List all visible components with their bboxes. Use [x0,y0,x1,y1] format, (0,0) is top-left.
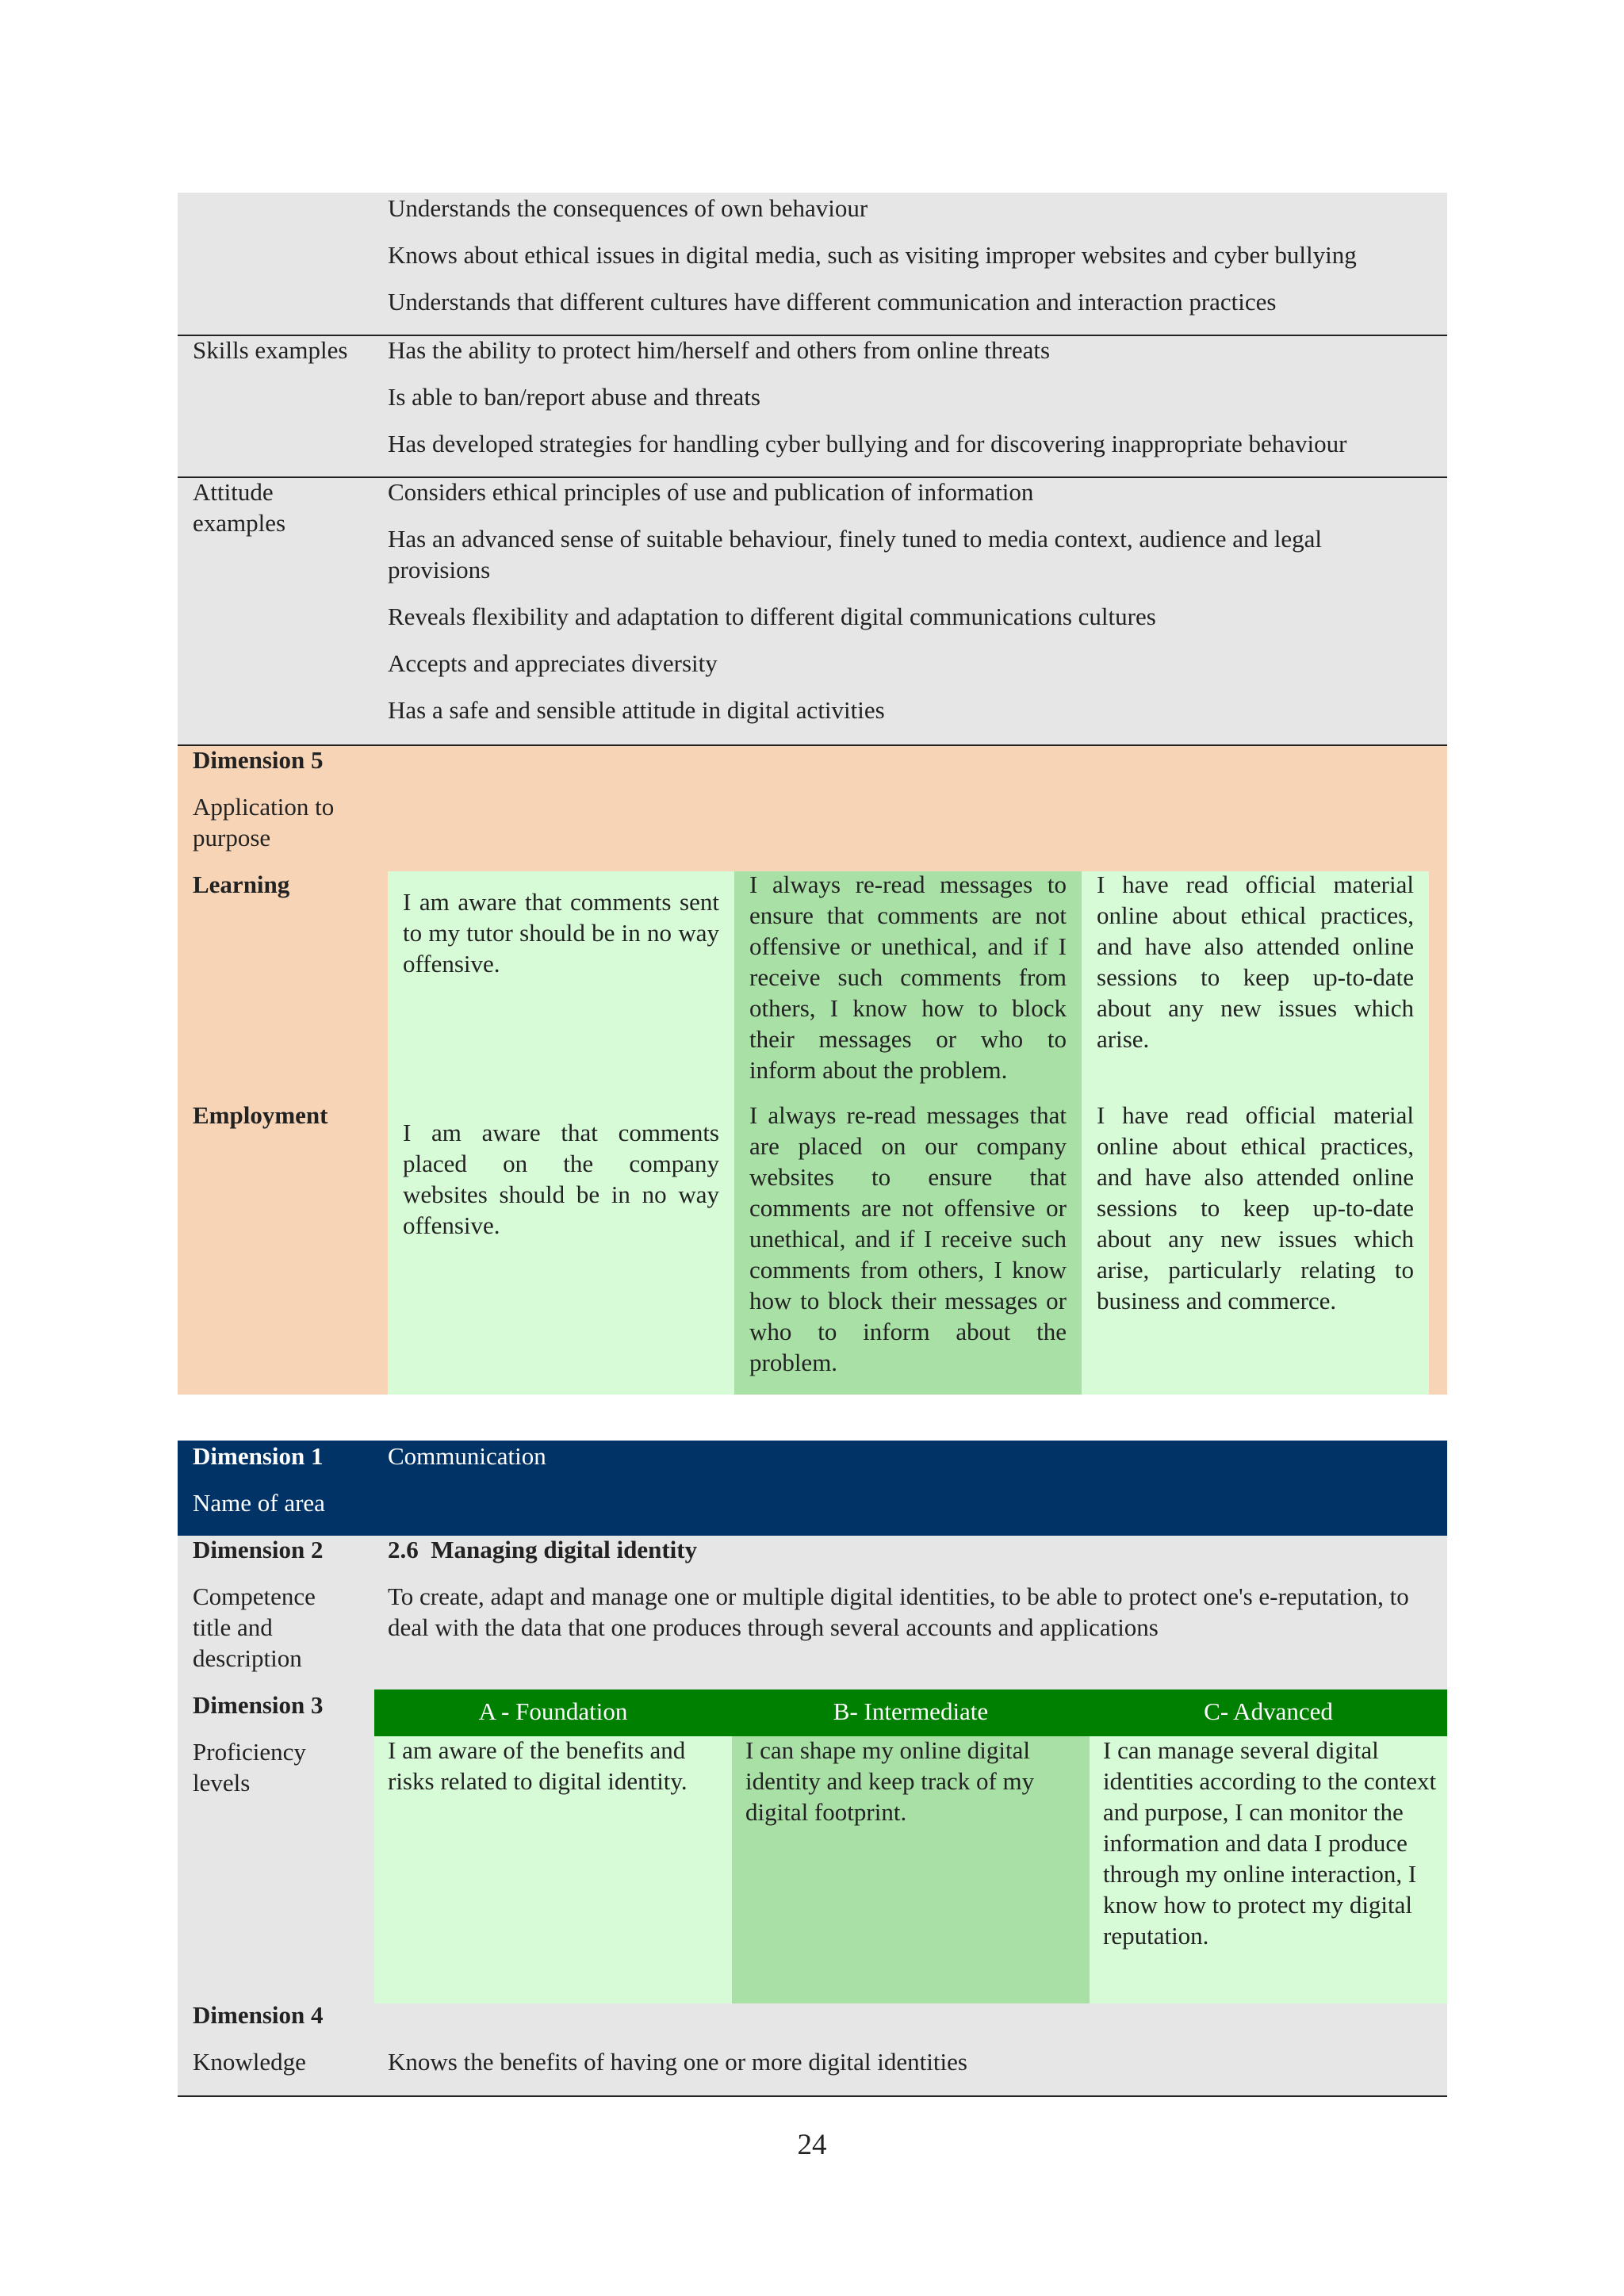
dimension1-subtitle: Name of area [193,1489,325,1517]
competence-title: 2.6 Managing digital identity [388,1536,698,1563]
table-bottom-border [178,2095,1447,2097]
learning-level-c: I have read official material online about ethical practices, and have also attended online sessions to keep up-to-date about any new issues which arise. [1097,871,1414,1053]
dimension3-title: Dimension 3 [193,1691,324,1719]
levels-table [374,1689,1447,2003]
level-b-header: B- Intermediate [833,1697,989,1725]
learning-level-a: I am aware that comments sent to my tutor should be in no way offensive. [403,888,719,978]
employment-label: Employment [193,1101,328,1129]
skills-item: Is able to ban/report abuse and threats [388,383,760,411]
attitude-item: Accepts and appreciates diversity [388,649,718,677]
attitude-label-line2: examples [193,509,286,537]
skills-item: Has developed strategies for handling cyber bullying and for discovering inappropriate behaviour [388,430,1347,457]
table-competence-continued [178,193,1447,1395]
table-managing-digital-identity [178,1441,1447,2097]
learning-label: Learning [193,871,290,898]
employment-level-b: I always re-read messages that are placed on our company websites to ensure that comments are not offensive or unethical, and if I receive such comments from others, I know how to block their messages or who to inform about the problem. [749,1101,1067,1376]
dimension5-title: Dimension 5 [193,746,324,774]
attitude-label-line1: Attitude [193,478,274,506]
knowledge-item: Understands the consequences of own behaviour [388,194,868,222]
knowledge-item: Knows the benefits of having one or more digital identities [388,2048,967,2076]
dimension2-title: Dimension 2 [193,1536,324,1563]
dimension4-title: Dimension 4 [193,2001,324,2029]
dimension5-subtitle-line1: Application to [193,793,335,821]
knowledge-item: Knows about ethical issues in digital media, such as visiting improper websites and cyber bullying [388,241,1357,269]
dimension3-subtitle-line1: Proficiency [193,1738,306,1766]
skills-label: Skills examples [193,336,348,364]
level-c-header: C- Advanced [1204,1697,1333,1725]
learning-level-b: I always re-read messages to ensure that comments are not offensive or unethical, and if I receive such comments from others, I know how to block their messages or who to inform about the problem. [749,871,1067,1084]
dimension4-subtitle: Knowledge [193,2048,306,2076]
dimension5-subtitle-line2: purpose [193,824,271,851]
level-a-text: I am aware of the benefits and risks related to digital identity. [388,1736,688,1795]
level-b-text: I can shape my online digital identity and keep track of my digital footprint. [745,1736,1035,1826]
area-name: Communication [388,1442,546,1470]
competence-description: To create, adapt and manage one or multiple digital identities, to be able to protect one's e-reputation, to deal with the data that one produces through several accounts and applications [388,1582,1409,1641]
dimension2-subtitle-line: title and [193,1613,273,1641]
skills-item: Has the ability to protect him/herself and others from online threats [388,336,1051,364]
knowledge-item: Understands that different cultures have different communication and interaction practices [388,288,1277,316]
employment-level-a: I am aware that comments placed on the company websites should be in no way offensive. [403,1119,719,1239]
dimension2-subtitle-line: Competence [193,1582,316,1610]
dimension3-subtitle-line2: levels [193,1769,251,1797]
level-c-text: I can manage several digital identities according to the context and purpose, I can monitor the information and data I produce through my online interaction, I know how to protect my digital reputation. [1103,1736,1437,1950]
attitude-item: Has an advanced sense of suitable behaviour, finely tuned to media context, audience and legal provisions [388,525,1323,584]
attitude-item: Considers ethical principles of use and publication of information [388,478,1034,506]
attitude-item: Reveals flexibility and adaptation to different digital communications cultures [388,603,1156,630]
level-a-header: A - Foundation [478,1697,628,1725]
dimension1-title: Dimension 1 [193,1442,324,1470]
page-number: 24 [797,2129,827,2161]
attitude-item: Has a safe and sensible attitude in digital activities [388,696,885,724]
dimension2-subtitle-line: description [193,1644,302,1672]
employment-level-c: I have read official material online about ethical practices, and have also attended online sessions to keep up-to-date about any new issues which arise, particularly relating to business and commerce. [1097,1101,1414,1314]
